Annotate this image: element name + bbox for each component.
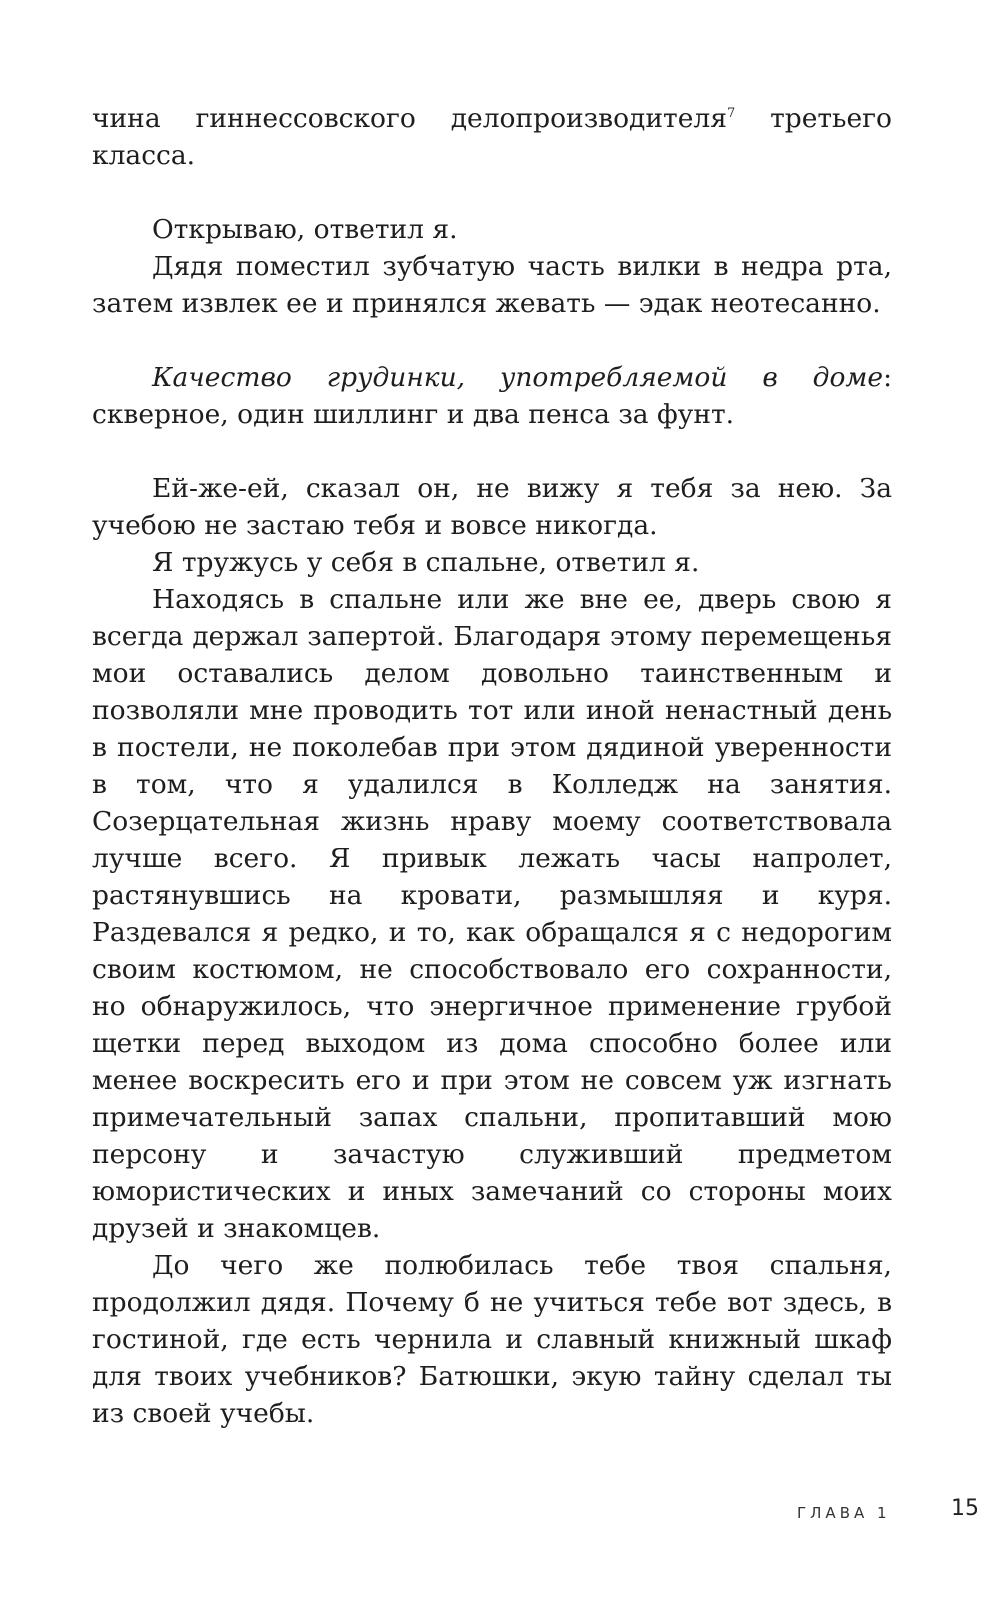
section-break [92, 433, 892, 470]
paragraph-text: чина гиннессовского делопроизводителя [92, 103, 727, 134]
section-break [92, 174, 892, 211]
paragraph-bedroom-description: Находясь в спальне или же вне ее, дверь свою я всегда держал запертой. Благодаря этому перемещенья мои оставались делом довольно таинственным и позволяли мне проводить тот или иной ненастный день в постели, не поколебав при этом дядиной уверенности в том, что я удалился в Колледж на занятия. Созерцательная жизнь нраву моему соответствовала лучше всего. Я привык лежать часы напролет, растянувшись на кровати, размышляя и куря. Раздевался я редко, и то, как обращался я с недорогим своим костюмом, не способствовало его сохранности, но обнаружилось, что энергичное применение грубой щетки перед выходом из дома способно более или менее воскресить его и при этом не совсем уж изгнать примечательный запах спальни, пропитавший мою персону и зачастую служивший предметом юмористических и иных замечаний со стороны моих друзей и знакомцев. [92, 584, 892, 1244]
paragraph-reply-bedroom: Я тружусь у себя в спальне, ответил я. [152, 547, 700, 578]
paragraph-uncle-continues: До чего же полюбилась тебе твоя спальня, продолжил дядя. Почему б не учиться тебе вот здесь, в гостиной, где есть чернила и славный книжный шкаф для твоих учебников? Батюшки, экую тайну сделал ты из своей учебы. [92, 1250, 892, 1429]
chapter-running-footer: ГЛАВА 1 [797, 1504, 891, 1522]
page-number: 15 [951, 1496, 979, 1521]
footnote-marker: 7 [726, 106, 736, 121]
italic-heading: Качество грудинки, употребляемой в доме [152, 362, 884, 393]
paragraph-continuation [92, 100, 892, 174]
paragraph-text: третьего класса. [92, 103, 893, 171]
paragraph-text: : скверное, один шиллинг и два пенса за фунт. [92, 362, 892, 430]
book-page-body [92, 100, 892, 1432]
paragraph-brisket-quality [92, 359, 892, 433]
section-break [92, 322, 892, 359]
paragraph-uncle-remark: Ей-же-ей, сказал он, не вижу я тебя за нею. За учебою не застаю тебя и вовсе никогда. [92, 473, 892, 541]
paragraph-reply: Открываю, ответил я. [152, 214, 458, 245]
paragraph-uncle-fork: Дядя поместил зубчатую часть вилки в недра рта, затем извлек ее и принялся жевать — эдак неотесанно. [92, 251, 892, 319]
